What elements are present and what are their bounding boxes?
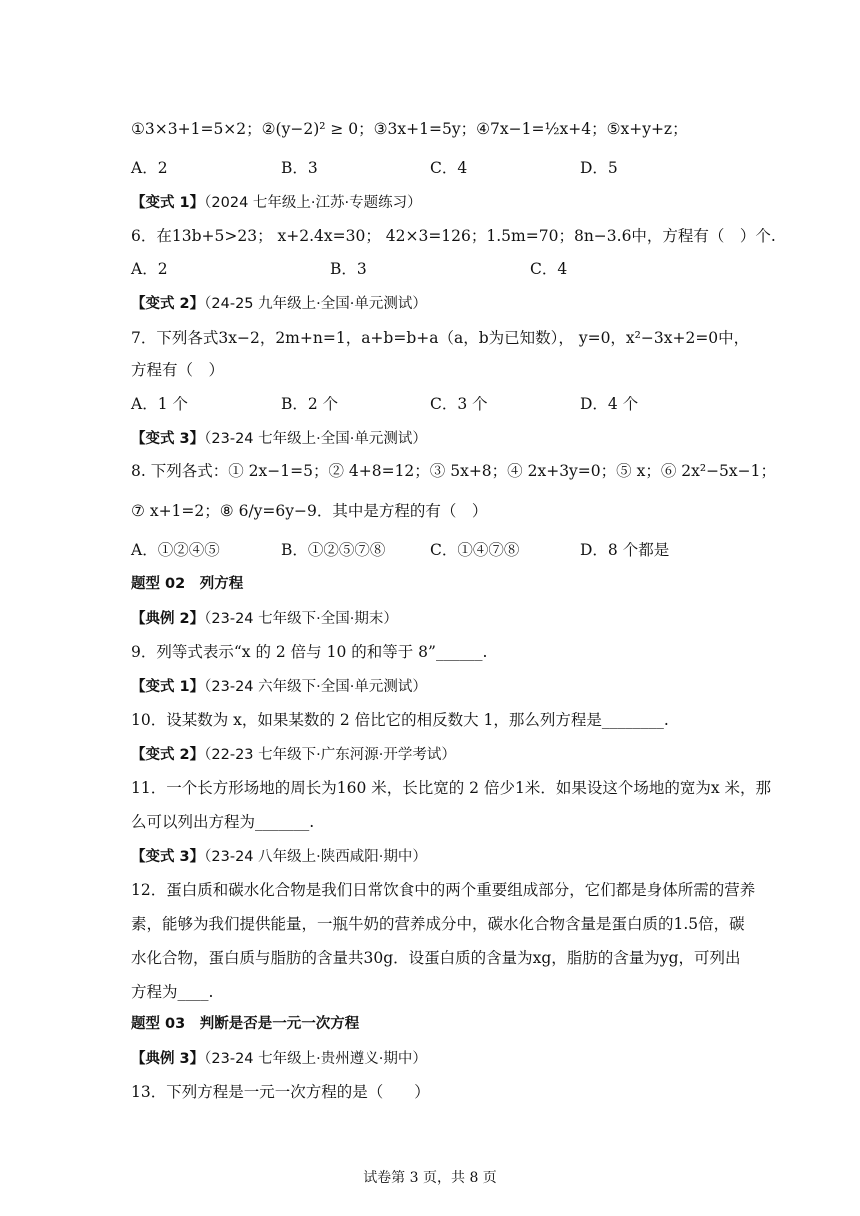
variant-1-header: 【变式 1】（2024 七年级上·江苏·专题练习） [131,195,422,211]
q5-option-d: D．5 [580,159,618,177]
variant-3-header: 【变式 3】（23-24 七年级上·全国·单元测试） [131,431,427,447]
q5-option-b: B．3 [281,159,318,177]
q5-option-a: A．2 [131,159,168,177]
q13-stem: 13．下列方程是一元一次方程的是（ ） [131,1083,430,1101]
q6-option-b: B．3 [330,260,367,278]
q6-stem: 6．在13b+5>23； x+2.4x=30； 42×3=126；1.5m=70；8n−3.6中，方程有（ ）个. [131,227,776,245]
variant-2b-header: 【变式 2】（22-23 七年级下·广东河源·开学考试） [131,747,456,763]
q10-stem: 10．设某数为 x，如果某数的 2 倍比它的相反数大 1，那么列方程是________. [131,711,669,729]
q7-stem-line2: 方程有（ ） [131,361,225,379]
q6-option-c: C．4 [530,260,568,278]
q7-option-d: D．4 个 [580,395,639,413]
q5-items: ①3×3+1=5×2；②(y−2)² ≥ 0；③3x+1=5y；④7x−1=½x+4；⑤x+y+z； [131,120,688,138]
q7-option-b: B．2 个 [281,395,339,413]
section-heading-type03: 题型 03 判断是否是一元一次方程 [131,1016,360,1032]
q8-option-c: C．①④⑦⑧ [430,541,520,559]
q12-line3: 水化合物，蛋白质与脂肪的含量共30g．设蛋白质的含量为xg，脂肪的含量为yg，可列出 [131,949,741,967]
q8-stem-line2: ⑦ x+1=2；⑧ 6/y=6y−9．其中是方程的有（ ） [131,502,488,520]
q11-line2: 么可以列出方程为_______. [131,813,315,831]
q7-stem-line1: 7．下列各式3x−2，2m+n=1，a+b=b+a（a，b为已知数）， y=0，x²−3x+2=0中， [131,329,750,347]
q11-line1: 11．一个长方形场地的周长为160 米，长比宽的 2 倍少1米．如果设这个场地的宽为x 米，那 [131,779,771,797]
q9-stem: 9．列等式表示“x 的 2 倍与 10 的和等于 8”______. [131,643,488,661]
q12-line1: 12．蛋白质和碳水化合物是我们日常饮食中的两个重要组成部分，它们都是身体所需的营养 [131,881,756,899]
q5-option-c: C．4 [430,159,468,177]
q6-option-a: A．2 [131,260,168,278]
q8-option-a: A．①②④⑤ [131,541,220,559]
q7-option-a: A．1 个 [131,395,188,413]
q12-line2: 素，能够为我们提供能量，一瓶牛奶的营养成分中，碳水化合物含量是蛋白质的1.5倍，碳 [131,915,745,933]
variant-3b-header: 【变式 3】（23-24 八年级上·陕西咸阳·期中） [131,849,427,865]
variant-2-header: 【变式 2】（24-25 九年级上·全国·单元测试） [131,296,427,312]
q8-option-d: D．8 个都是 [580,541,670,559]
q7-option-c: C．3 个 [430,395,488,413]
q8-option-b: B．①②⑤⑦⑧ [281,541,386,559]
example-2-header: 【典例 2】（23-24 七年级下·全国·期末） [131,611,398,627]
page-footer: 试卷第 3 页，共 8 页 [363,1170,497,1186]
example-3-header: 【典例 3】（23-24 七年级上·贵州遵义·期中） [131,1051,427,1067]
q12-line4: 方程为____. [131,983,214,1001]
variant-1b-header: 【变式 1】（23-24 六年级下·全国·单元测试） [131,679,427,695]
q8-stem-line1: 8. 下列各式：① 2x−1=5；② 4+8=12；③ 5x+8；④ 2x+3y=0；⑤ x；⑥ 2x²−5x−1； [131,462,777,480]
section-heading-type02: 题型 02 列方程 [131,576,244,592]
